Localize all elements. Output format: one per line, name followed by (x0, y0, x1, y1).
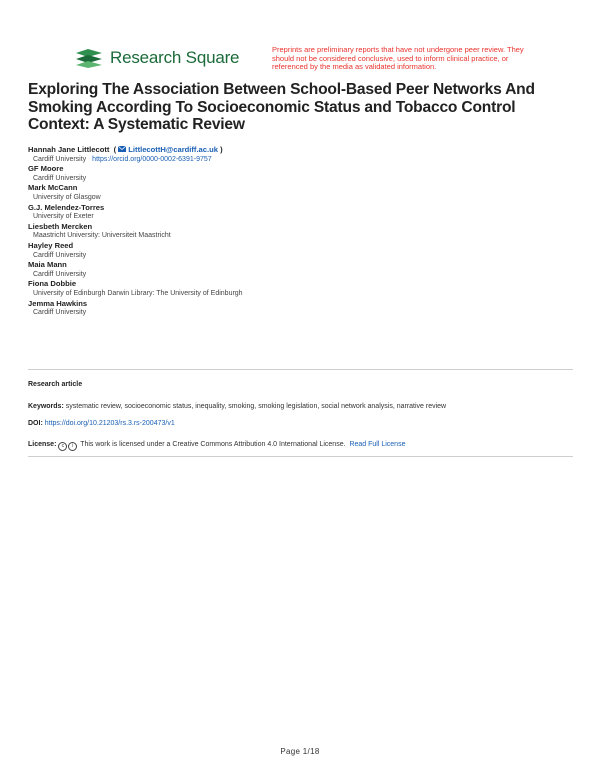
section-divider (28, 369, 573, 370)
doi-label: DOI: (28, 420, 43, 427)
author-list (28, 145, 576, 318)
author-item (28, 164, 576, 183)
author-affiliation: University of Edinburgh Darwin Library: The University of Edinburgh (33, 289, 243, 297)
author-name: Fiona Dobbie (28, 279, 77, 289)
brand-name: Research Square (110, 48, 240, 67)
doi-link[interactable]: https://doi.org/10.21203/rs.3.rs-200473/v1 (44, 420, 175, 427)
keywords-value: systematic review, socioeconomic status, inequality, smoking, smoking legislation, social network analysis, narrative review (65, 403, 447, 410)
author-item (28, 241, 576, 260)
doi (28, 419, 576, 429)
author-affiliation: University of Exeter (33, 213, 94, 221)
envelope-icon (118, 146, 126, 152)
author-item (28, 183, 576, 202)
author-name: Hayley Reed (28, 240, 74, 250)
license (28, 440, 576, 451)
research-square-logo[interactable] (74, 47, 239, 69)
section-divider (28, 456, 573, 457)
license-text: This work is licensed under a Creative Commons Attribution 4.0 International License. (80, 441, 346, 448)
read-full-license-link[interactable]: Read Full License (349, 441, 406, 448)
author-affiliation: Cardiff University (33, 155, 87, 163)
author-affiliation: Maastricht University: Universiteit Maastricht (33, 232, 171, 240)
page-number: Page 1/18 (280, 747, 320, 756)
license-label: License: (28, 441, 57, 448)
preprint-disclaimer: Preprints are preliminary reports that have not undergone peer review. They should not be considered conclusive, used to inform clinical practice, or referenced by the media as validated information. (272, 45, 524, 72)
author-item (28, 203, 576, 222)
author-affiliation: Cardiff University (33, 309, 87, 317)
author-affiliation: Cardiff University (33, 174, 87, 182)
author-name: Mark McCann (28, 183, 78, 193)
author-email-link[interactable]: LittlecottH@cardiff.ac.uk (128, 145, 218, 154)
article-type-label: Research article (28, 381, 83, 388)
author-name: G.J. Melendez-Torres (28, 202, 105, 212)
research-square-logo-icon (74, 47, 104, 69)
author-affiliation: University of Glasgow (33, 193, 101, 201)
author-item (28, 222, 576, 241)
paper-title: Exploring The Association Between School-Based Peer Networks And Smoking According To Socioeconomic Status and Tobacco Control Context: A Systematic Review (28, 81, 535, 134)
attribution-icon: i (68, 442, 77, 451)
author-name: Hannah Jane Littlecott (28, 145, 110, 154)
author-item: Hannah Jane Littlecott ( LittlecottH@cardiff.ac.uk ) Cardiff University https://orcid.org/0000-0002-6391-9757 (28, 145, 223, 163)
creative-commons-icon: c (58, 442, 67, 451)
author-item (28, 279, 576, 298)
keywords (28, 402, 576, 412)
author-name: Jemma Hawkins (28, 298, 88, 308)
page-header (0, 0, 600, 80)
author-item (28, 299, 576, 318)
keywords-label: Keywords: (28, 403, 64, 410)
author-affiliation: Cardiff University (33, 270, 87, 278)
author-name: GF Moore (28, 164, 64, 174)
author-item (28, 260, 576, 279)
author-affiliation: Cardiff University (33, 251, 87, 259)
author-name: Liesbeth Mercken (28, 221, 93, 231)
article-type (28, 380, 576, 390)
author-name: Maia Mann (28, 260, 67, 270)
orcid-link[interactable]: https://orcid.org/0000-0002-6391-9757 (92, 155, 212, 163)
